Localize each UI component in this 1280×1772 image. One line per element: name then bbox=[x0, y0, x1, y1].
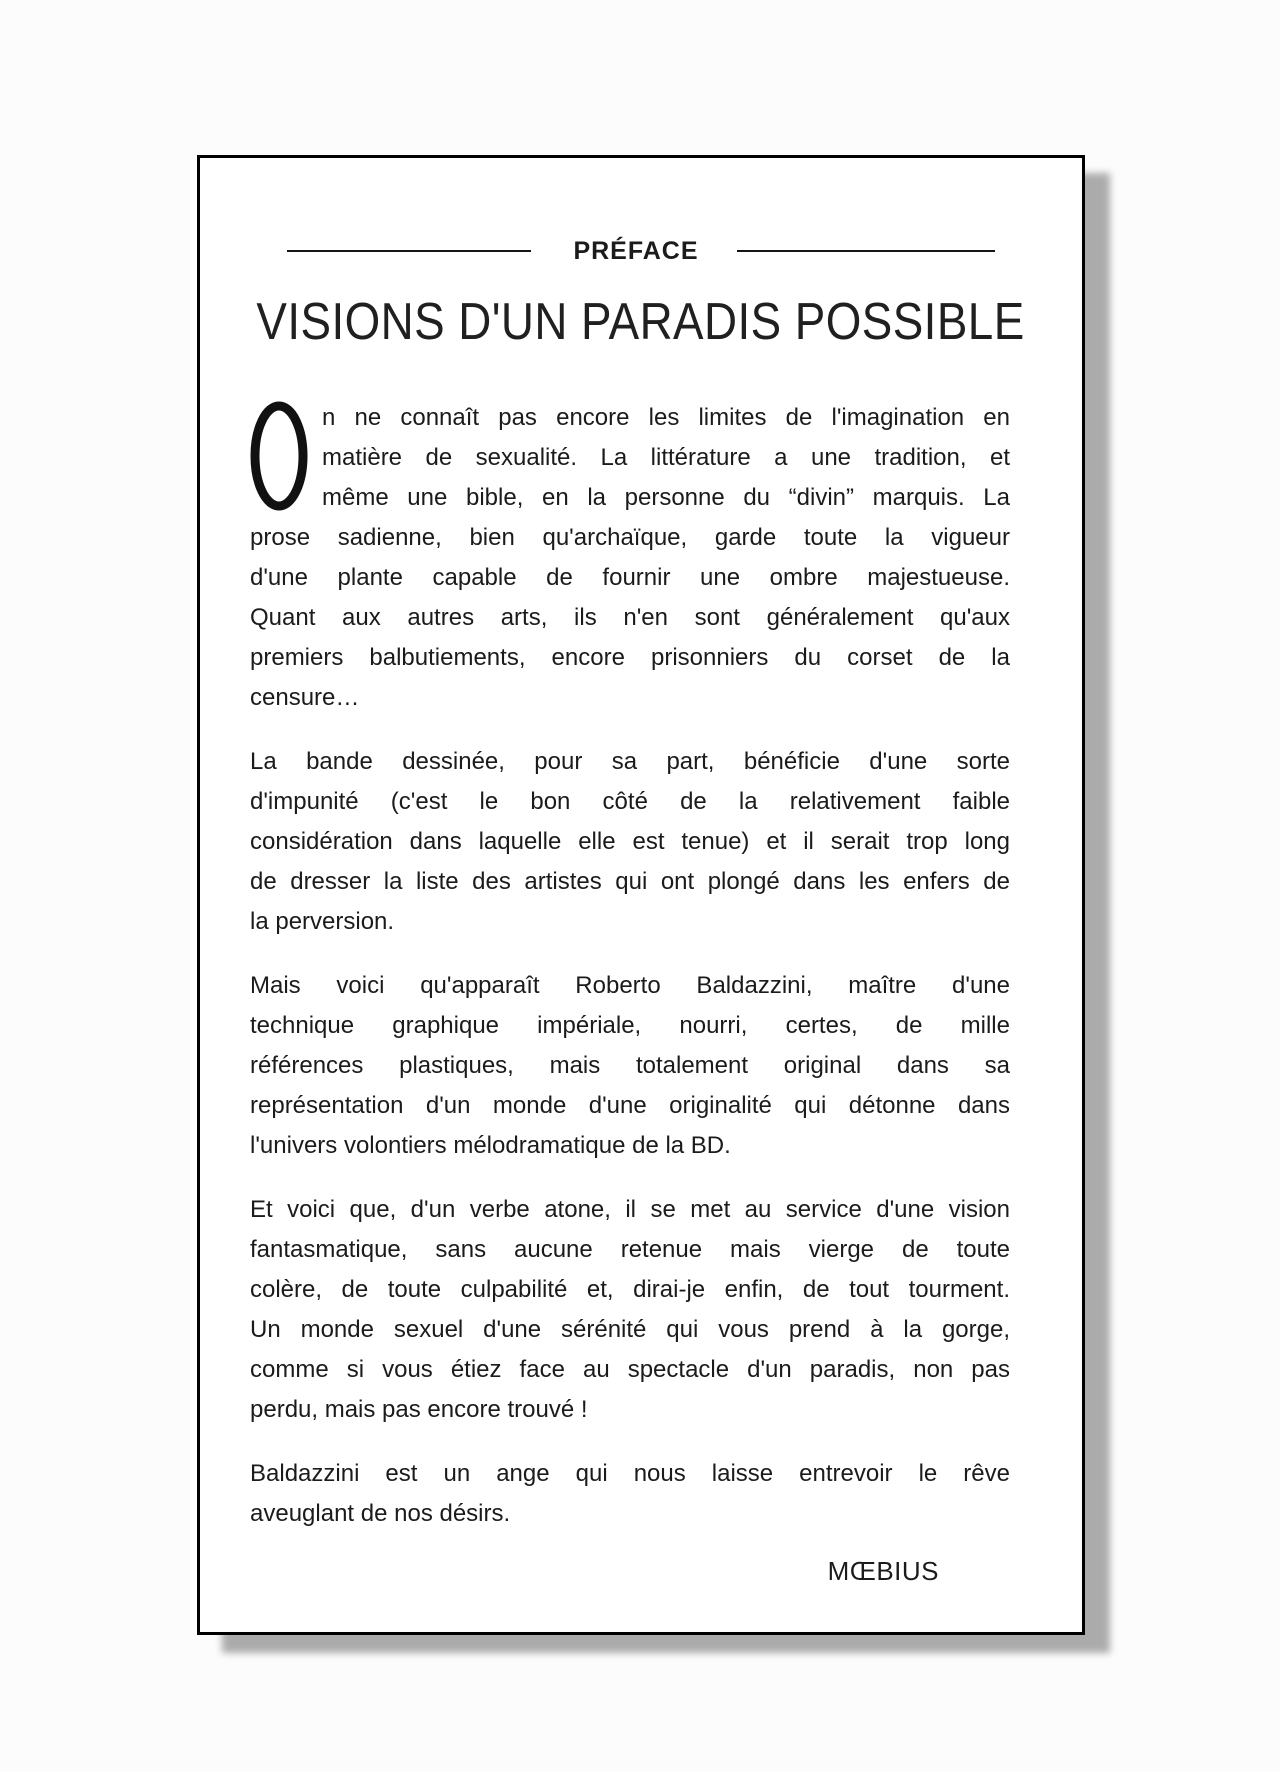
signature: MŒBIUS bbox=[827, 1556, 939, 1586]
page-title bbox=[200, 294, 1082, 350]
text-line: aveuglant de nos désirs. bbox=[250, 1500, 511, 1527]
text-line: premiers balbutiements, encore prisonniers du corset de la bbox=[250, 644, 1010, 671]
text-line: références plastiques, mais totalement original dans sa bbox=[250, 1052, 1010, 1079]
text-line: prose sadienne, bien qu'archaïque, garde toute la vigueur bbox=[250, 524, 1010, 551]
text-line: fantasmatique, sans aucune retenue mais vierge de toute bbox=[250, 1236, 1010, 1263]
text-line: matière de sexualité. La littérature a une tradition, et bbox=[322, 444, 1010, 471]
page-title-text: VISIONS D'UN PARADIS POSSIBLE bbox=[256, 293, 1026, 351]
text-line: technique graphique impériale, nourri, certes, de mille bbox=[250, 1012, 1010, 1039]
paragraph bbox=[250, 1190, 1010, 1430]
text-line: censure… bbox=[250, 684, 360, 711]
header-rule-left bbox=[287, 250, 531, 252]
text-line: perdu, mais pas encore trouvé ! bbox=[250, 1396, 588, 1423]
text-line: Baldazzini est un ange qui nous laisse entrevoir le rêve bbox=[250, 1460, 1010, 1487]
text-line: Un monde sexuel d'une sérénité qui vous prend à la gorge, bbox=[250, 1316, 1010, 1343]
text-line: l'univers volontiers mélodramatique de la BD. bbox=[250, 1132, 731, 1159]
drop-cap-o-ellipse bbox=[250, 401, 308, 511]
text-line: n ne connaît pas encore les limites de l'imagination en bbox=[322, 404, 1010, 431]
drop-cap-letter bbox=[250, 401, 322, 513]
text-line: la perversion. bbox=[250, 908, 395, 935]
text-line: de dresser la liste des artistes qui ont plongé dans les enfers de bbox=[250, 868, 1010, 895]
paragraph bbox=[250, 742, 1010, 942]
text-line: Mais voici qu'apparaît Roberto Baldazzini, maître d'une bbox=[250, 972, 1010, 999]
paragraph bbox=[250, 966, 1010, 1166]
text-line: colère, de toute culpabilité et, dirai-je enfin, de tout tourment. bbox=[250, 1276, 1010, 1303]
text-line: représentation d'un monde d'une originalité qui détonne dans bbox=[250, 1092, 1010, 1119]
body-paragraphs bbox=[200, 398, 1010, 1534]
text-line: même une bible, en la personne du “divin” marquis. La bbox=[322, 484, 1010, 511]
text-line: Quant aux autres arts, ils n'en sont généralement qu'aux bbox=[250, 604, 1010, 631]
paragraph bbox=[250, 398, 1010, 718]
text-line: considération dans laquelle elle est tenue) et il serait trop long bbox=[250, 828, 1010, 855]
text-line: d'une plante capable de fournir une ombre majestueuse. bbox=[250, 564, 1010, 591]
text-line: comme si vous étiez face au spectacle d'un paradis, non pas bbox=[250, 1356, 1010, 1383]
text-line: La bande dessinée, pour sa part, bénéficie d'une sorte bbox=[250, 748, 1010, 775]
preface-label: PRÉFACE bbox=[573, 237, 699, 265]
paragraph bbox=[250, 1454, 1010, 1534]
text-line: Et voici que, d'un verbe atone, il se met au service d'une vision bbox=[250, 1196, 1010, 1223]
preface-header bbox=[200, 236, 1082, 266]
text-line: d'impunité (c'est le bon côté de la relativement faible bbox=[250, 788, 1010, 815]
header-rule-right bbox=[737, 250, 995, 252]
book-page bbox=[197, 155, 1085, 1635]
